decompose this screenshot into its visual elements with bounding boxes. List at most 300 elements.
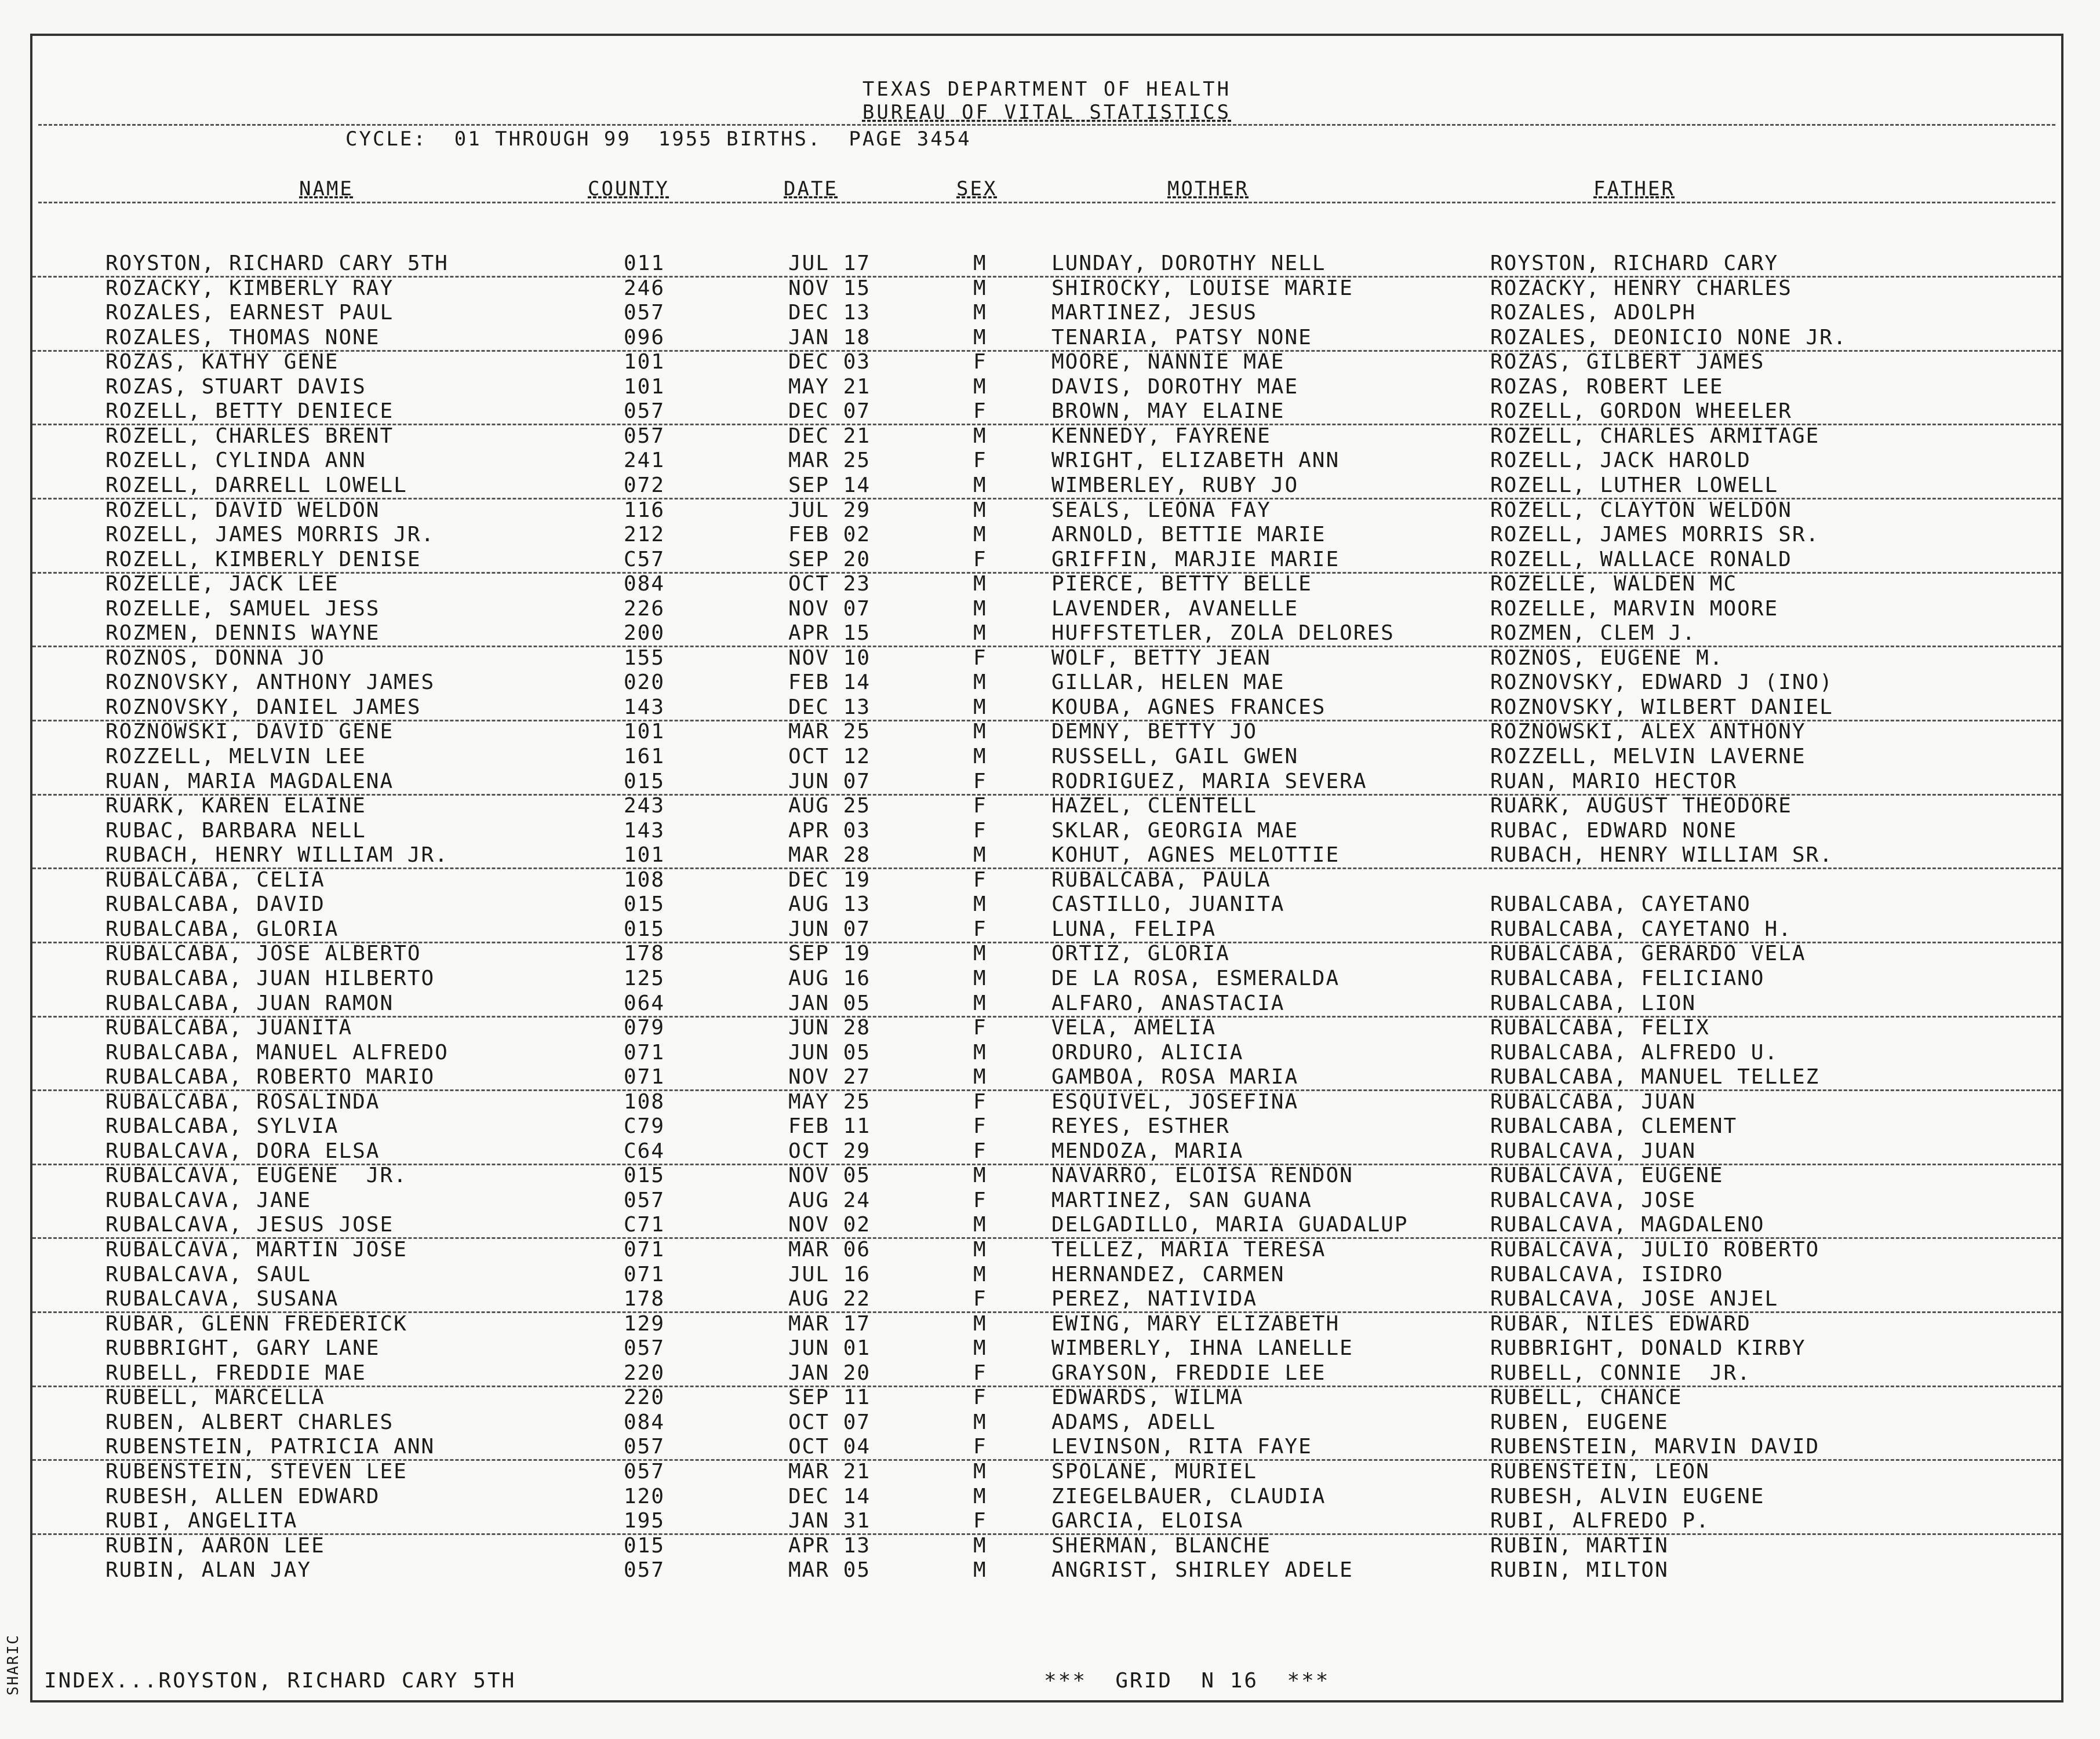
cell-sex: M (973, 1484, 987, 1508)
column-header-sex: SEX (956, 177, 998, 200)
cell-father: ROZZELL, MELVIN LAVERNE (1490, 745, 1806, 768)
cell-father: RUBENSTEIN, MARVIN DAVID (1490, 1435, 1820, 1459)
cell-sex: M (973, 1459, 987, 1483)
cell-sex: M (973, 1065, 987, 1089)
table-row (32, 745, 2061, 769)
cell-mother: MARTINEZ, JESUS (1051, 301, 1258, 325)
cell-county: 125 (624, 966, 665, 990)
cell-name: ROZNOVSKY, DANIEL JAMES (105, 695, 421, 719)
table-row (32, 1361, 2061, 1387)
table-row (32, 572, 2061, 596)
cell-date: AUG 16 (788, 966, 871, 990)
cell-date: MAR 21 (788, 1459, 871, 1483)
cell-name: ROZELL, KIMBERLY DENISE (105, 547, 421, 571)
cell-sex: M (973, 991, 987, 1015)
table-row (32, 1213, 2061, 1239)
cell-father: RUBALCAVA, JOSE (1490, 1188, 1697, 1212)
cell-date: DEC 14 (788, 1484, 871, 1508)
cell-mother: VELA, AMELIA (1051, 1016, 1217, 1040)
cell-name: ROZALES, EARNEST PAUL (105, 301, 394, 325)
cell-date: MAR 05 (788, 1558, 871, 1583)
cell-sex: F (973, 1509, 987, 1533)
cell-mother: WIMBERLEY, RUBY JO (1051, 473, 1299, 497)
table-row (32, 276, 2061, 301)
cell-mother: PIERCE, BETTY BELLE (1051, 572, 1312, 596)
cell-mother: DE LA ROSA, ESMERALDA (1051, 966, 1340, 990)
cell-mother: HAZEL, CLENTELL (1051, 794, 1258, 818)
cell-father: ROYSTON, RICHARD CARY (1490, 251, 1779, 275)
cell-date: JAN 20 (788, 1361, 871, 1385)
cell-sex: M (973, 720, 987, 744)
cell-name: RUARK, KAREN ELAINE (105, 794, 366, 818)
cell-sex: F (973, 1386, 987, 1410)
cell-county: 057 (624, 1336, 665, 1361)
table-row (32, 1238, 2061, 1262)
cell-father: RUBAC, EDWARD NONE (1490, 818, 1738, 843)
cell-sex: M (973, 276, 987, 300)
cell-sex: M (973, 424, 987, 448)
cell-county: 057 (624, 1558, 665, 1583)
cell-county: 220 (624, 1361, 665, 1385)
cell-sex: F (973, 547, 987, 571)
cell-father: ROZALES, ADOLPH (1490, 301, 1697, 325)
cell-sex: F (973, 1188, 987, 1212)
cell-county: 155 (624, 646, 665, 670)
cell-mother: REYES, ESTHER (1051, 1114, 1230, 1139)
cell-father: RUBALCABA, FELIX (1490, 1016, 1710, 1040)
cell-county: 084 (624, 1410, 665, 1434)
cell-father: RUBI, ALFREDO P. (1490, 1509, 1710, 1533)
cell-name: ROYSTON, RICHARD CARY 5TH (105, 251, 449, 275)
cell-county: 071 (624, 1065, 665, 1089)
cell-sex: M (973, 843, 987, 867)
table-row (32, 449, 2061, 473)
cell-name: RUBIN, AARON LEE (105, 1533, 325, 1558)
cell-mother: DAVIS, DOROTHY MAE (1051, 374, 1299, 399)
cell-sex: M (973, 1262, 987, 1286)
cell-mother: RUBALCABA, PAULA (1051, 867, 1271, 892)
cell-mother: GRAYSON, FREDDIE LEE (1051, 1361, 1326, 1385)
cell-sex: M (973, 621, 987, 646)
table-row (32, 819, 2061, 843)
cell-name: RUBENSTEIN, STEVEN LEE (105, 1459, 407, 1483)
cell-father: RUBALCABA, CAYETANO H. (1490, 917, 1792, 941)
cell-father: RUBALCABA, GERARDO VELA (1490, 942, 1806, 966)
cell-father: RUBALCABA, ALFREDO U. (1490, 1040, 1779, 1064)
cell-mother: WIMBERLY, IHNA LANELLE (1051, 1336, 1353, 1361)
cell-county: 143 (624, 695, 665, 719)
cell-county: 079 (624, 1016, 665, 1040)
cell-sex: M (973, 1336, 987, 1361)
cell-date: OCT 07 (788, 1410, 871, 1434)
cell-date: NOV 07 (788, 596, 871, 621)
cell-sex: F (973, 449, 987, 473)
cell-county: 226 (624, 596, 665, 621)
cell-sex: M (973, 966, 987, 990)
table-row (32, 670, 2061, 695)
cell-date: MAY 21 (788, 374, 871, 399)
cell-county: 015 (624, 917, 665, 941)
cell-mother: SKLAR, GEORGIA MAE (1051, 818, 1299, 843)
cell-county: 084 (624, 572, 665, 596)
cell-county: 246 (624, 276, 665, 300)
cell-date: MAR 28 (788, 843, 871, 867)
cell-name: ROZNOWSKI, DAVID GENE (105, 720, 394, 744)
cell-father: RUBAR, NILES EDWARD (1490, 1311, 1751, 1336)
table-row (32, 892, 2061, 917)
cell-mother: EDWARDS, WILMA (1051, 1386, 1244, 1410)
cell-date: DEC 03 (788, 350, 871, 374)
cell-date: NOV 02 (788, 1213, 871, 1237)
cell-date: OCT 04 (788, 1435, 871, 1459)
cell-name: RUBALCAVA, JANE (105, 1188, 312, 1212)
table-row (32, 1065, 2061, 1091)
cell-father: RUBELL, CONNIE JR. (1490, 1361, 1751, 1385)
cell-father: ROZNOS, EUGENE M. (1490, 646, 1724, 670)
table-row (32, 794, 2061, 818)
cell-date: NOV 05 (788, 1164, 871, 1188)
cell-county: C64 (624, 1139, 665, 1163)
cell-sex: M (973, 1533, 987, 1558)
cell-father: RUBALCABA, JUAN (1490, 1089, 1697, 1114)
cell-mother: SHIROCKY, LOUISE MARIE (1051, 276, 1353, 300)
cell-date: SEP 14 (788, 473, 871, 497)
cell-county: 116 (624, 498, 665, 522)
cell-father: ROZAS, GILBERT JAMES (1490, 350, 1765, 374)
cell-sex: M (973, 1213, 987, 1237)
cell-father: RUBALCAVA, JOSE ANJEL (1490, 1287, 1779, 1311)
cell-date: SEP 11 (788, 1386, 871, 1410)
cell-name: RUBAC, BARBARA NELL (105, 818, 366, 843)
cell-mother: HUFFSTETLER, ZOLA DELORES (1051, 621, 1395, 646)
cell-mother: WRIGHT, ELIZABETH ANN (1051, 449, 1340, 473)
cell-mother: GAMBOA, ROSA MARIA (1051, 1065, 1299, 1089)
table-row (32, 621, 2061, 647)
cell-name: ROZELL, CHARLES BRENT (105, 424, 394, 448)
cell-county: 057 (624, 301, 665, 325)
table-row (32, 251, 2061, 278)
table-row (32, 1263, 2061, 1287)
cell-county: 101 (624, 374, 665, 399)
cell-father: RUAN, MARIO HECTOR (1490, 769, 1738, 793)
cell-sex: M (973, 1238, 987, 1262)
cell-sex: F (973, 867, 987, 892)
cell-name: RUBESH, ALLEN EDWARD (105, 1484, 380, 1508)
cell-sex: F (973, 794, 987, 818)
cell-father: ROZAS, ROBERT LEE (1490, 374, 1724, 399)
cell-name: RUBALCAVA, SAUL (105, 1262, 312, 1286)
cell-date: APR 15 (788, 621, 871, 646)
cell-name: RUBALCABA, CELIA (105, 867, 325, 892)
cell-father: RUBEN, EUGENE (1490, 1410, 1669, 1434)
cell-name: ROZAS, STUART DAVIS (105, 374, 366, 399)
cell-sex: M (973, 572, 987, 596)
cell-sex: F (973, 1139, 987, 1163)
cell-sex: F (973, 1089, 987, 1114)
column-header-mother: MOTHER (1167, 177, 1249, 200)
footer-grid: *** GRID N 16 *** (1044, 1669, 1330, 1693)
cell-county: 101 (624, 843, 665, 867)
cell-county: 101 (624, 350, 665, 374)
cell-mother: MOORE, NANNIE MAE (1051, 350, 1285, 374)
table-row (32, 1435, 2061, 1461)
cell-sex: F (973, 1016, 987, 1040)
cell-county: 101 (624, 720, 665, 744)
cell-name: RUBALCAVA, EUGENE JR. (105, 1164, 407, 1188)
table-row (32, 1189, 2061, 1213)
table-row (32, 1485, 2061, 1509)
cell-sex: F (973, 646, 987, 670)
table-row (32, 1460, 2061, 1484)
cell-sex: M (973, 695, 987, 719)
footer-index: INDEX...ROYSTON, RICHARD CARY 5TH (44, 1669, 516, 1693)
cell-mother: SHERMAN, BLANCHE (1051, 1533, 1271, 1558)
cell-county: 072 (624, 473, 665, 497)
cell-father: RUBALCABA, FELICIANO (1490, 966, 1765, 990)
cell-date: FEB 11 (788, 1114, 871, 1139)
table-row (32, 1114, 2061, 1139)
cell-name: RUBALCABA, MANUEL ALFREDO (105, 1040, 449, 1064)
cell-father: ROZELL, CLAYTON WELDON (1490, 498, 1792, 522)
cell-name: RUBACH, HENRY WILLIAM JR. (105, 843, 449, 867)
cell-date: APR 13 (788, 1533, 871, 1558)
table-row (32, 917, 2061, 943)
cell-name: ROZZELL, MELVIN LEE (105, 745, 366, 768)
cell-mother: LUNDAY, DOROTHY NELL (1051, 251, 1326, 275)
cell-mother: SEALS, LEONA FAY (1051, 498, 1271, 522)
cell-mother: ARNOLD, BETTIE MARIE (1051, 523, 1326, 547)
cell-mother: RODRIGUEZ, MARIA SEVERA (1051, 769, 1367, 793)
cell-mother: ORDURO, ALICIA (1051, 1040, 1244, 1064)
cell-sex: F (973, 1287, 987, 1311)
cell-county: 015 (624, 1164, 665, 1188)
cell-date: AUG 22 (788, 1287, 871, 1311)
cell-father: ROZELL, JAMES MORRIS SR. (1490, 523, 1820, 547)
cell-mother: MENDOZA, MARIA (1051, 1139, 1244, 1163)
cell-name: ROZELL, DARRELL LOWELL (105, 473, 407, 497)
cell-name: RUBIN, ALAN JAY (105, 1558, 312, 1583)
cell-sex: F (973, 350, 987, 374)
cell-county: 057 (624, 424, 665, 448)
cell-county: 020 (624, 670, 665, 695)
table-row (32, 1090, 2061, 1114)
cell-name: ROZMEN, DENNIS WAYNE (105, 621, 380, 646)
table-row (32, 1016, 2061, 1040)
column-header-father: FATHER (1593, 177, 1675, 200)
cell-date: MAR 17 (788, 1311, 871, 1336)
cell-father: ROZELL, GORDON WHEELER (1490, 399, 1792, 424)
cell-county: 178 (624, 942, 665, 966)
cell-sex: M (973, 251, 987, 275)
cell-father: ROZELL, JACK HAROLD (1490, 449, 1751, 473)
cell-date: JUN 07 (788, 769, 871, 793)
table-row (32, 350, 2061, 374)
table-row (32, 1312, 2061, 1336)
cell-sex: M (973, 1040, 987, 1064)
cell-sex: F (973, 399, 987, 424)
cell-date: JUN 28 (788, 1016, 871, 1040)
table-row (32, 473, 2061, 500)
cell-county: 096 (624, 325, 665, 349)
cell-father: ROZNOVSKY, EDWARD J (INO) (1490, 670, 1833, 695)
cell-date: NOV 10 (788, 646, 871, 670)
cell-county: 071 (624, 1262, 665, 1286)
cell-mother: GARCIA, ELOISA (1051, 1509, 1244, 1533)
cell-father: ROZELLE, WALDEN MC (1490, 572, 1738, 596)
table-row (32, 498, 2061, 523)
cell-father: RUBALCAVA, ISIDRO (1490, 1262, 1724, 1286)
cell-mother: KENNEDY, FAYRENE (1051, 424, 1271, 448)
cell-date: OCT 12 (788, 745, 871, 768)
table-row (32, 1139, 2061, 1165)
cell-mother: LUNA, FELIPA (1051, 917, 1217, 941)
cell-sex: F (973, 818, 987, 843)
cell-father: RUBALCAVA, EUGENE (1490, 1164, 1724, 1188)
cell-name: RUBBRIGHT, GARY LANE (105, 1336, 380, 1361)
cell-county: 178 (624, 1287, 665, 1311)
cell-date: AUG 24 (788, 1188, 871, 1212)
cell-father: RUBALCABA, CAYETANO (1490, 892, 1751, 917)
cell-date: SEP 20 (788, 547, 871, 571)
table-row (32, 1164, 2061, 1188)
cell-father: RUBENSTEIN, LEON (1490, 1459, 1710, 1483)
cell-name: ROZNOS, DONNA JO (105, 646, 325, 670)
cell-date: JUL 16 (788, 1262, 871, 1286)
cell-county: 057 (624, 1188, 665, 1212)
cell-sex: M (973, 596, 987, 621)
cell-father: RUBBRIGHT, DONALD KIRBY (1490, 1336, 1806, 1361)
cell-father: RUBALCAVA, MAGDALENO (1490, 1213, 1765, 1237)
cell-mother: HERNANDEZ, CARMEN (1051, 1262, 1285, 1286)
table-row (32, 548, 2061, 574)
cell-father: RUBESH, ALVIN EUGENE (1490, 1484, 1765, 1508)
cell-sex: M (973, 745, 987, 768)
cell-sex: F (973, 1361, 987, 1385)
cell-name: ROZELL, DAVID WELDON (105, 498, 380, 522)
cell-county: 129 (624, 1311, 665, 1336)
cell-county: 212 (624, 523, 665, 547)
cell-mother: ADAMS, ADELL (1051, 1410, 1217, 1434)
cell-father: RUARK, AUGUST THEODORE (1490, 794, 1792, 818)
table-row (32, 424, 2061, 449)
cell-county: 161 (624, 745, 665, 768)
cell-date: DEC 21 (788, 424, 871, 448)
cell-county: 120 (624, 1484, 665, 1508)
cell-sex: M (973, 670, 987, 695)
cell-county: 200 (624, 621, 665, 646)
cell-county: C71 (624, 1213, 665, 1237)
cell-date: APR 03 (788, 818, 871, 843)
cell-mother: DEMNY, BETTY JO (1051, 720, 1258, 744)
cell-date: JUN 05 (788, 1040, 871, 1064)
table-row (32, 1041, 2061, 1065)
cell-name: RUBALCAVA, SUSANA (105, 1287, 339, 1311)
table-row (32, 1509, 2061, 1535)
cell-father: RUBIN, MILTON (1490, 1558, 1669, 1583)
cell-sex: F (973, 769, 987, 793)
cell-mother: ESQUIVEL, JOSEFINA (1051, 1089, 1299, 1114)
cell-date: MAR 25 (788, 720, 871, 744)
cell-county: 243 (624, 794, 665, 818)
column-header-divider (38, 202, 2055, 203)
cell-name: RUBAR, GLENN FREDERICK (105, 1311, 407, 1336)
cell-date: FEB 14 (788, 670, 871, 695)
cell-county: 071 (624, 1040, 665, 1064)
cell-name: RUBALCABA, ROSALINDA (105, 1089, 380, 1114)
cell-name: ROZELLE, JACK LEE (105, 572, 339, 596)
cell-date: JUN 07 (788, 917, 871, 941)
cell-date: SEP 19 (788, 942, 871, 966)
table-row (32, 868, 2061, 892)
cell-sex: F (973, 1114, 987, 1139)
cycle-line: CYCLE: 01 THROUGH 99 1955 BIRTHS. PAGE 3454 (345, 127, 971, 151)
cell-county: 195 (624, 1509, 665, 1533)
table-row (32, 720, 2061, 744)
header-divider (38, 124, 2055, 126)
cell-father: RUBALCABA, LION (1490, 991, 1697, 1015)
table-row (32, 1287, 2061, 1313)
cell-date: MAY 25 (788, 1089, 871, 1114)
cell-mother: ORTIZ, GLORIA (1051, 942, 1230, 966)
cell-county: 015 (624, 769, 665, 793)
cell-county: 064 (624, 991, 665, 1015)
column-header-date: DATE (784, 177, 838, 200)
cell-mother: CASTILLO, JUANITA (1051, 892, 1285, 917)
cell-name: RUBALCAVA, DORA ELSA (105, 1139, 380, 1163)
cell-mother: DELGADILLO, MARIA GUADALUP (1051, 1213, 1409, 1237)
table-row (32, 991, 2061, 1018)
cell-mother: LEVINSON, RITA FAYE (1051, 1435, 1312, 1459)
cell-sex: M (973, 325, 987, 349)
cell-mother: BROWN, MAY ELAINE (1051, 399, 1285, 424)
cell-county: C57 (624, 547, 665, 571)
cell-father: ROZELL, LUTHER LOWELL (1490, 473, 1779, 497)
cell-sex: M (973, 523, 987, 547)
cell-name: RUBALCABA, ROBERTO MARIO (105, 1065, 435, 1089)
cell-father: RUBALCAVA, JULIO ROBERTO (1490, 1238, 1820, 1262)
cell-date: MAR 06 (788, 1238, 871, 1262)
table-row (32, 646, 2061, 670)
cell-county: 108 (624, 1089, 665, 1114)
cell-name: RUBALCABA, JUAN HILBERTO (105, 966, 435, 990)
cell-father: ROZNOVSKY, WILBERT DANIEL (1490, 695, 1833, 719)
column-header-county: COUNTY (588, 177, 669, 200)
table-row (32, 1558, 2061, 1583)
cell-name: ROZELL, JAMES MORRIS JR. (105, 523, 435, 547)
cell-mother: PEREZ, NATIVIDA (1051, 1287, 1258, 1311)
cell-name: ROZALES, THOMAS NONE (105, 325, 380, 349)
cell-county: 015 (624, 1533, 665, 1558)
cell-county: 057 (624, 1459, 665, 1483)
cell-mother: ZIEGELBAUER, CLAUDIA (1051, 1484, 1326, 1508)
cell-date: DEC 13 (788, 301, 871, 325)
cell-county: 057 (624, 399, 665, 424)
cell-father: ROZALES, DEONICIO NONE JR. (1490, 325, 1847, 349)
table-row (32, 1410, 2061, 1435)
cell-date: OCT 29 (788, 1139, 871, 1163)
table-row (32, 523, 2061, 547)
cell-father: RUBALCABA, CLEMENT (1490, 1114, 1738, 1139)
table-row (32, 301, 2061, 325)
cell-date: JAN 18 (788, 325, 871, 349)
cell-sex: M (973, 1410, 987, 1434)
cell-date: OCT 23 (788, 572, 871, 596)
cell-sex: M (973, 942, 987, 966)
cell-name: ROZACKY, KIMBERLY RAY (105, 276, 394, 300)
header-line-1: TEXAS DEPARTMENT OF HEALTH (862, 78, 1232, 101)
cell-county: 241 (624, 449, 665, 473)
cell-name: ROZELL, CYLINDA ANN (105, 449, 366, 473)
